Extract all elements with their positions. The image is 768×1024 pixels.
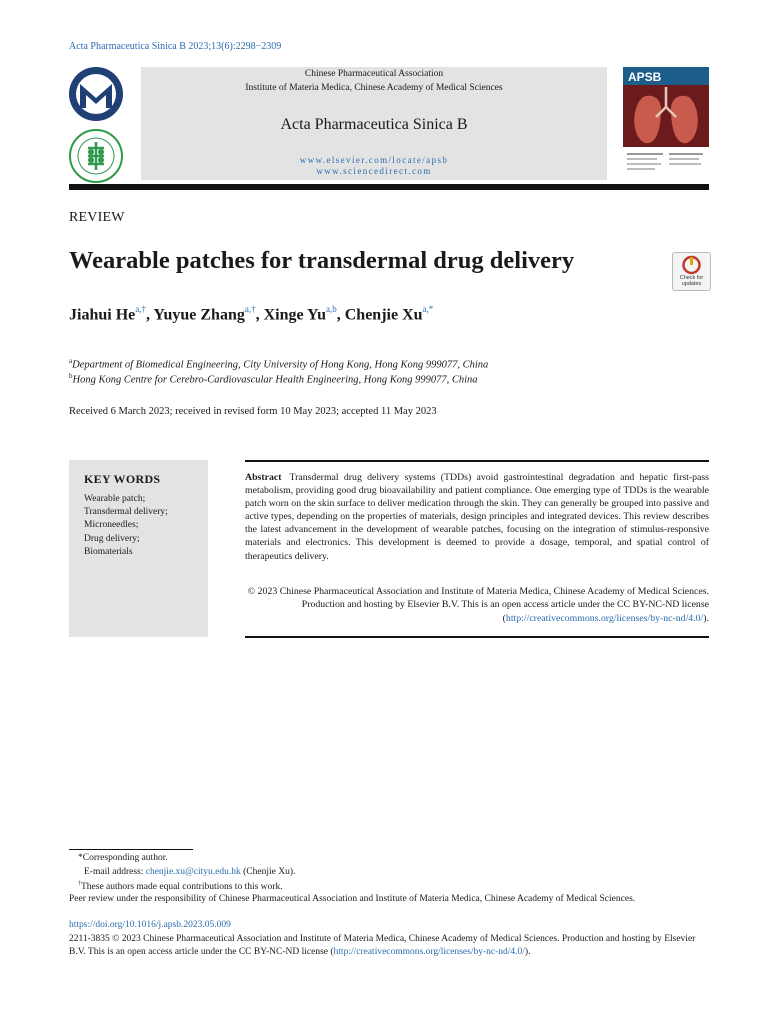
abstract-bottom-rule <box>245 636 709 638</box>
abstract-text: Transdermal drug delivery systems (TDDs) avoid gastrointestinal degradation and hepatic first-pass metabolism, providing good drug bioavailability and patient compliance. One emerging type of TDDs is the wearable patch worn on the skin surface to deliver medication through the skin. They can generally be grouped into passive and active types, depending on the properties of materials, design principles and integrated devices. This review describes the latest advancement in the development of wearable patches, focusing on the integration of stimulus-responsive materials and electronics. This development is deemed to provide a dosage, temporal, and spatial control of therapeutics delivery. <box>245 472 709 562</box>
author-name[interactable]: Yuyue Zhang <box>153 306 245 324</box>
license-link[interactable]: http://creativecommons.org/licenses/by-nc-nd/4.0/ <box>505 612 704 624</box>
equal-contribution-text: These authors made equal contributions to this work. <box>81 882 283 893</box>
article-title: Wearable patches for transdermal drug delivery <box>69 247 575 274</box>
equal-contribution-mark: † <box>78 881 81 887</box>
footnote-equal-contribution <box>78 881 283 892</box>
abstract-label: Abstract <box>245 472 282 483</box>
email-link[interactable]: chenjie.xu@cityu.edu.hk <box>145 867 241 877</box>
affiliation <box>69 357 488 371</box>
affiliation-mark: a <box>69 357 73 365</box>
header-elsevier-link[interactable]: www.elsevier.com/locate/apsb <box>299 155 449 165</box>
journal-citation-link[interactable]: Acta Pharmaceutica Sinica B 2023;13(6):2298−2309 <box>69 41 282 52</box>
footnote-corresponding-author: *Corresponding author. <box>78 853 168 863</box>
lungs-illustration-icon <box>623 67 709 180</box>
keyword-item: Wearable patch; <box>84 494 146 504</box>
issn-tail: ). <box>524 946 531 957</box>
issn-license-link[interactable]: http://creativecommons.org/licenses/by-nc-nd/4.0/ <box>333 946 525 957</box>
issn-license-notice <box>69 933 709 958</box>
affiliation <box>69 372 478 386</box>
cover-title: APSB <box>628 70 662 84</box>
affiliation-text: Hong Kong Centre for Cerebro-Cardiovascular Health Engineering, Hong Kong 999077, China <box>72 374 478 386</box>
affiliation-mark: b <box>69 372 73 380</box>
copyright-tail: ). <box>703 612 709 624</box>
author-separator: , <box>336 306 345 324</box>
footnote-divider <box>69 849 193 850</box>
author-separator: , <box>255 306 264 324</box>
header-org-line-1: Chinese Pharmaceutical Association <box>304 69 444 79</box>
journal-cover-image <box>623 67 709 180</box>
keyword-item: Drug delivery; <box>84 533 140 544</box>
author-affiliation-mark[interactable]: a,b <box>325 304 337 314</box>
author-affiliation-mark[interactable]: a,† <box>244 304 256 314</box>
affiliation-text: Department of Biomedical Engineering, City University of Hong Kong, Hong Kong 999077, China <box>72 359 489 371</box>
header-sciencedirect-link[interactable]: www.sciencedirect.com <box>316 166 432 176</box>
check-for-updates-button[interactable] <box>672 252 711 291</box>
article-history: Received 6 March 2023; received in revised form 10 May 2023; accepted 11 May 2023 <box>69 406 437 417</box>
check-updates-label: Check for updates <box>679 275 704 287</box>
keywords-heading: KEY WORDS <box>84 472 161 486</box>
header-org-line-2: Institute of Materia Medica, Chinese Academy of Medical Sciences <box>245 83 503 93</box>
journal-header-box <box>141 67 607 180</box>
header-divider <box>69 184 709 190</box>
publisher-logos <box>66 64 128 184</box>
email-tail: (Chenjie Xu). <box>240 867 296 877</box>
keyword-item: Biomaterials <box>84 546 133 557</box>
author-list <box>69 305 433 324</box>
keywords-list <box>84 493 168 559</box>
keywords-box <box>69 460 208 637</box>
author-name[interactable]: Xinge Yu <box>263 306 326 324</box>
header-journal-name: Acta Pharmaceutica Sinica B <box>280 116 468 133</box>
footnote-email <box>84 867 295 877</box>
author-name[interactable]: Jiahui He <box>69 306 136 324</box>
author-affiliation-mark[interactable]: a,* <box>422 304 434 314</box>
email-label: E-mail address: <box>84 867 146 877</box>
author-affiliation-mark[interactable]: a,† <box>135 304 146 314</box>
copyright-notice <box>245 585 709 625</box>
author-separator: , <box>145 306 154 324</box>
keyword-item: Microneedles; <box>84 520 139 531</box>
author-name[interactable]: Chenjie Xu <box>344 306 423 324</box>
issn-text: 2211-3835 © 2023 Chinese Pharmaceutical Association and Institute of Materia Medica, Chinese Academy of Medical Sciences. Production and hosting by Elsevier B.V. This is an open access article under the CC BY-NC-ND license ( <box>69 934 696 957</box>
keyword-item: Transdermal delivery; <box>84 507 168 518</box>
abstract-top-rule <box>245 460 709 462</box>
cpa-logo-icon <box>66 64 128 184</box>
doi-link[interactable]: https://doi.org/10.1016/j.apsb.2023.05.009 <box>69 920 231 930</box>
abstract <box>245 471 709 563</box>
copyright-text: © 2023 Chinese Pharmaceutical Association and Institute of Materia Medica, Chinese Academy of Medical Sciences. Production and hosting by Elsevier B.V. This is an open access article under the CC BY-NC-ND license ( <box>247 586 709 624</box>
footnote-peer-review: Peer review under the responsibility of Chinese Pharmaceutical Association and Institute of Materia Medica, Chinese Academy of Medical Sciences. <box>69 894 636 904</box>
article-type-label: REVIEW <box>69 210 125 225</box>
check-updates-icon <box>673 253 710 275</box>
